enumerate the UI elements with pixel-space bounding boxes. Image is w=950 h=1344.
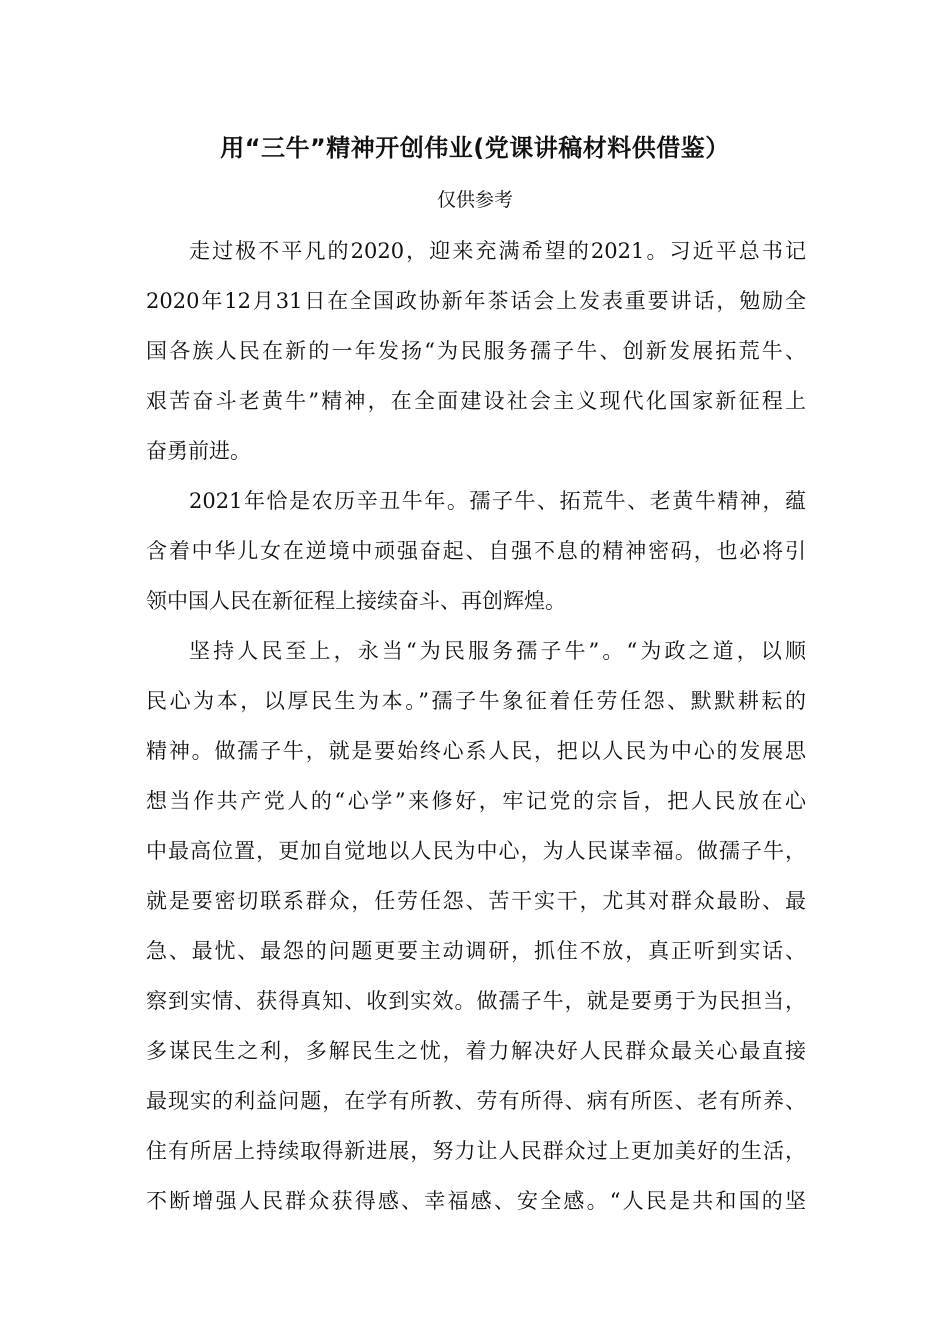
paragraph-3-line-5: 中最高位置，更加自觉地以人民为中心，为人民谋幸福。做孺子牛， <box>146 839 806 863</box>
paragraph-3-line-11: 住有所居上持续取得新进展，努力让人民群众过上更加美好的生活， <box>146 1139 806 1163</box>
paragraph-3-line-1: 坚持人民至上，永当“为民服务孺子牛”。“为政之道，以顺 <box>189 639 806 663</box>
document-title: 用“三牛”精神开创伟业(党课讲稿材料供借鉴） <box>220 134 730 162</box>
paragraph-3-line-7: 急、最忧、最怨的问题更要主动调研，抓住不放，真正听到实话、 <box>146 939 806 963</box>
paragraph-2-line-1: 2021年恰是农历辛丑牛年。孺子牛、拓荒牛、老黄牛精神，蕴 <box>189 489 806 513</box>
paragraph-1-line-4: 艰苦奋斗老黄牛”精神，在全面建设社会主义现代化国家新征程上 <box>146 389 806 413</box>
paragraph-3-line-4: 想当作共产党人的“心学”来修好，牢记党的宗旨，把人民放在心 <box>146 789 806 813</box>
paragraph-3-line-9: 多谋民生之利，多解民生之忧，着力解决好人民群众最关心最直接 <box>146 1039 806 1063</box>
paragraph-2-line-3: 领中国人民在新征程上接续奋斗、再创辉煌。 <box>146 589 566 613</box>
paragraph-1-line-5: 奋勇前进。 <box>146 439 251 463</box>
paragraph-1-line-3: 国各族人民在新的一年发扬“为民服务孺子牛、创新发展拓荒牛、 <box>146 339 806 363</box>
paragraph-3-line-2: 民心为本，以厚民生为本。”孺子牛象征着任劳任怨、默默耕耘的 <box>146 689 806 713</box>
paragraph-1-line-2: 2020年12月31日在全国政协新年茶话会上发表重要讲话，勉励全 <box>146 289 806 313</box>
paragraph-1-line-1: 走过极不平凡的2020，迎来充满希望的2021。习近平总书记 <box>189 239 806 263</box>
paragraph-3-line-8: 察到实情、获得真知、收到实效。做孺子牛，就是要勇于为民担当， <box>146 989 806 1013</box>
paragraph-3-line-12: 不断增强人民群众获得感、幸福感、安全感。“人民是共和国的坚 <box>146 1189 806 1213</box>
paragraph-2-line-2: 含着中华儿女在逆境中顽强奋起、自强不息的精神密码，也必将引 <box>146 539 806 563</box>
paragraph-3-line-10: 最现实的利益问题，在学有所教、劳有所得、病有所医、老有所养、 <box>146 1089 806 1113</box>
paragraph-3-line-3: 精神。做孺子牛，就是要始终心系人民，把以人民为中心的发展思 <box>146 739 806 763</box>
paragraph-3-line-6: 就是要密切联系群众，任劳任怨、苦干实干，尤其对群众最盼、最 <box>146 889 806 913</box>
document-subtitle: 仅供参考 <box>436 189 513 211</box>
